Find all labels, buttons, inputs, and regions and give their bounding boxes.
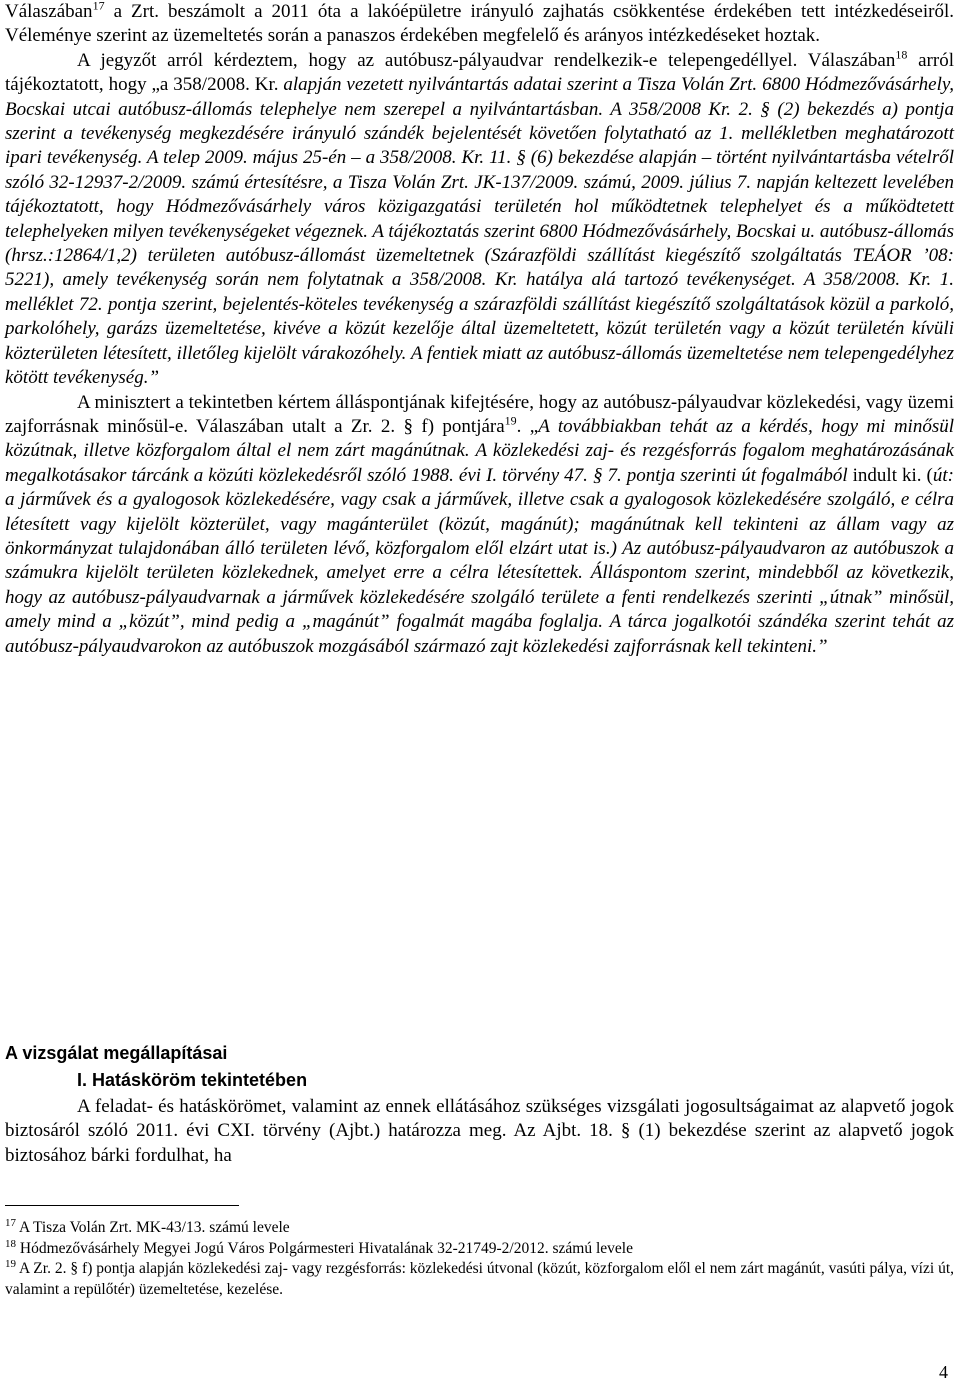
text-run: a Zrt. beszámolt a 2011 óta a lakóépületre irányuló zajhatás csökkentése érdekében tett intézkedéseiről. Véleménye szerint az üzemeltetés során a panaszos érdekében megfelelő és arányos intézkedéseket hoztak.	[5, 1, 954, 47]
footnote-17	[5, 1218, 954, 1239]
document-page	[5, 0, 954, 1388]
paragraph-competence: A feladat- és hatáskörömet, valamint az ennek ellátásához szükséges vizsgálati jogosultságaimat az alapvető jogok biztosáról szóló 2011. évi CXI. törvény (Ajbt.) határozza meg. Az Ajbt. 18. § (1) bekezdése szerint az alapvető jogok biztosához bárki fordulhat, ha	[5, 1096, 954, 1166]
subsection-heading: I. Hatásköröm tekintetében	[77, 1070, 308, 1090]
footnote-text: Hódmezővásárhely Megyei Jogú Város Polgármesteri Hivatalának 32-21749-2/2012. számú levele	[16, 1239, 633, 1257]
paragraph-notary	[5, 49, 954, 391]
text-run: A jegyzőt arról kérdeztem, hogy az autóbusz-pályaudvar rendelkezik-e telepengedéllyel. Válaszában	[77, 49, 896, 71]
footnote-ref: 18	[895, 47, 908, 62]
text-run: indult ki. (	[847, 464, 933, 486]
text-run: alapján vezetett nyilvántartás adatai szerint a Tisza Volán Zrt. 6800 Hódmezővásárhely, Bocskai utcai autóbusz-állomás telephelye nem szerepel a nyilvántartásban. A 358/2008 Kr. 2. § (2) bekezdés a) pontja szerint a tevékenység megkezdésére irányuló szándék bejelentését követően folytatható az 1. mellékletben meghatározott ipari tevékenység. A telep 2009. május 25-én – a 358/2008. Kr. 11. § (6) bekezdése alapján – történt nyilvántartásba vételről szóló 32-12937-2/2009. számú értesítésre, a Tisza Volán Zrt. JK-137/2009. számú, 2009. július 7. napján keltezett levelében tájékoztatott, hogy Hódmezővásárhely város közigazgatási területén hol működtetnek telephelyet és a működtetett telephelyeken milyen tevékenységeket végeznek. A tájékoztatás szerint 6800 Hódmezővásárhely, Bocskai u. autóbusz-állomás (hrsz.:12864/1,2) területen autóbusz-állomást üzemeltetnek (Szárazföldi szállítást kiegészítő szolgáltatás TEÁOR ’08: 5221), amely tevékenység során nem folytatnak a 358/2008. Kr. hatálya alá tartozó tevékenységet. A 358/2008. Kr. 1. melléklet 72. pontja szerint, bejelentés-köteles tevékenység a szárazföldi szállítást kiegészítő szolgáltatások közül a parkoló, parkolóhely, garázs üzemeltetése, kivéve a közút kezelője által üzemeltetett, közút területén vagy a közút területén kívüli közterületen létesített, illetőleg kijelölt várakozóhely. A fentiek miatt az autóbusz-állomás üzemeltetése nem telepengedélyhez kötött tevékenység.”	[5, 74, 954, 389]
paragraph-answer	[5, 0, 954, 49]
footnote-ref: 19	[504, 413, 517, 428]
footnote-18	[5, 1239, 954, 1260]
text-run: Válaszában	[5, 1, 93, 22]
text-run: . „	[516, 415, 539, 437]
footnotes	[5, 1218, 954, 1300]
footnote-text: A Tisza Volán Zrt. MK-43/13. számú levele	[16, 1219, 290, 1236]
footnote-separator	[5, 1205, 239, 1206]
body-text-bottom	[5, 1095, 954, 1168]
footnote-number: 19	[5, 1257, 16, 1270]
footnote-19	[5, 1259, 954, 1300]
text-run: A minisztert a tekintetben kértem álláspontjának kifejtésére, hogy az autóbusz-pályaudvar közlekedési, vagy üzemi zajforrásnak minősül-e. Válaszában utalt a Zr. 2. § f) pontjára	[5, 391, 954, 437]
page-number: 4	[939, 1362, 948, 1382]
footnote-text: A Zr. 2. § f) pontja alapján közlekedési zaj- vagy rezgésforrás: közlekedési útvonal (közút, közforgalom elől el nem zárt magánút, vasúti pálya, vízi út, valamint a repülőtér) üzemeltetése, kezelése.	[5, 1260, 954, 1298]
footnote-number: 17	[5, 1216, 16, 1229]
paragraph-minister	[5, 391, 954, 659]
section-heading: A vizsgálat megállapításai	[5, 1043, 228, 1063]
text-run: út: a járművek és a gyalogosok közlekedésére, vagy csak a járművek, illetve csak a gyalogosok közlekedésére szolgáló, e célra létesített vagy kijelölt közterület, vagy magánterület (közút, magánút); magánútnak kell tekinteni az állam vagy az önkormányzat tulajdonában álló területen lévő, közforgalom elől elzárt utat is.) Az autóbusz-pályaudvaron az autóbuszok a számukra kijelölt területen közlekednek, amelyet erre a célra létesítettek. Álláspontom szerint, mindebből az következik, hogy az autóbusz-pályaudvarnak a járművek közlekedésére szolgáló területe a fenti rendelkezés szerinti „útnak” minősül, amely mind a „közút”, mind pedig a „magánút” fogalmát magába foglalja. A tárca jogalkotói szándéka szerint tehát az autóbusz-pályaudvarokon az autóbuszok mozgásából származó zajt közlekedési zajforrásnak kell tekinteni.”	[5, 464, 954, 657]
text-run: A továbbiakban tehát az a kérdés, hogy mi minősül közútnak, illetve közforgalom által el nem zárt magánútnak. A közlekedési zaj- és rezgésforrás fogalom meghatározásának megalkotásakor tárcánk a közúti közlekedésről szóló 1988. évi I. törvény 47. § 7. pontja szerinti út fogalmából	[5, 415, 955, 486]
text-run: arról tájékoztatott, hogy „a 358/2008. Kr.	[5, 49, 954, 96]
body-text-top	[5, 0, 954, 659]
footnote-ref: 17	[92, 0, 105, 13]
footnote-number: 18	[5, 1237, 16, 1250]
